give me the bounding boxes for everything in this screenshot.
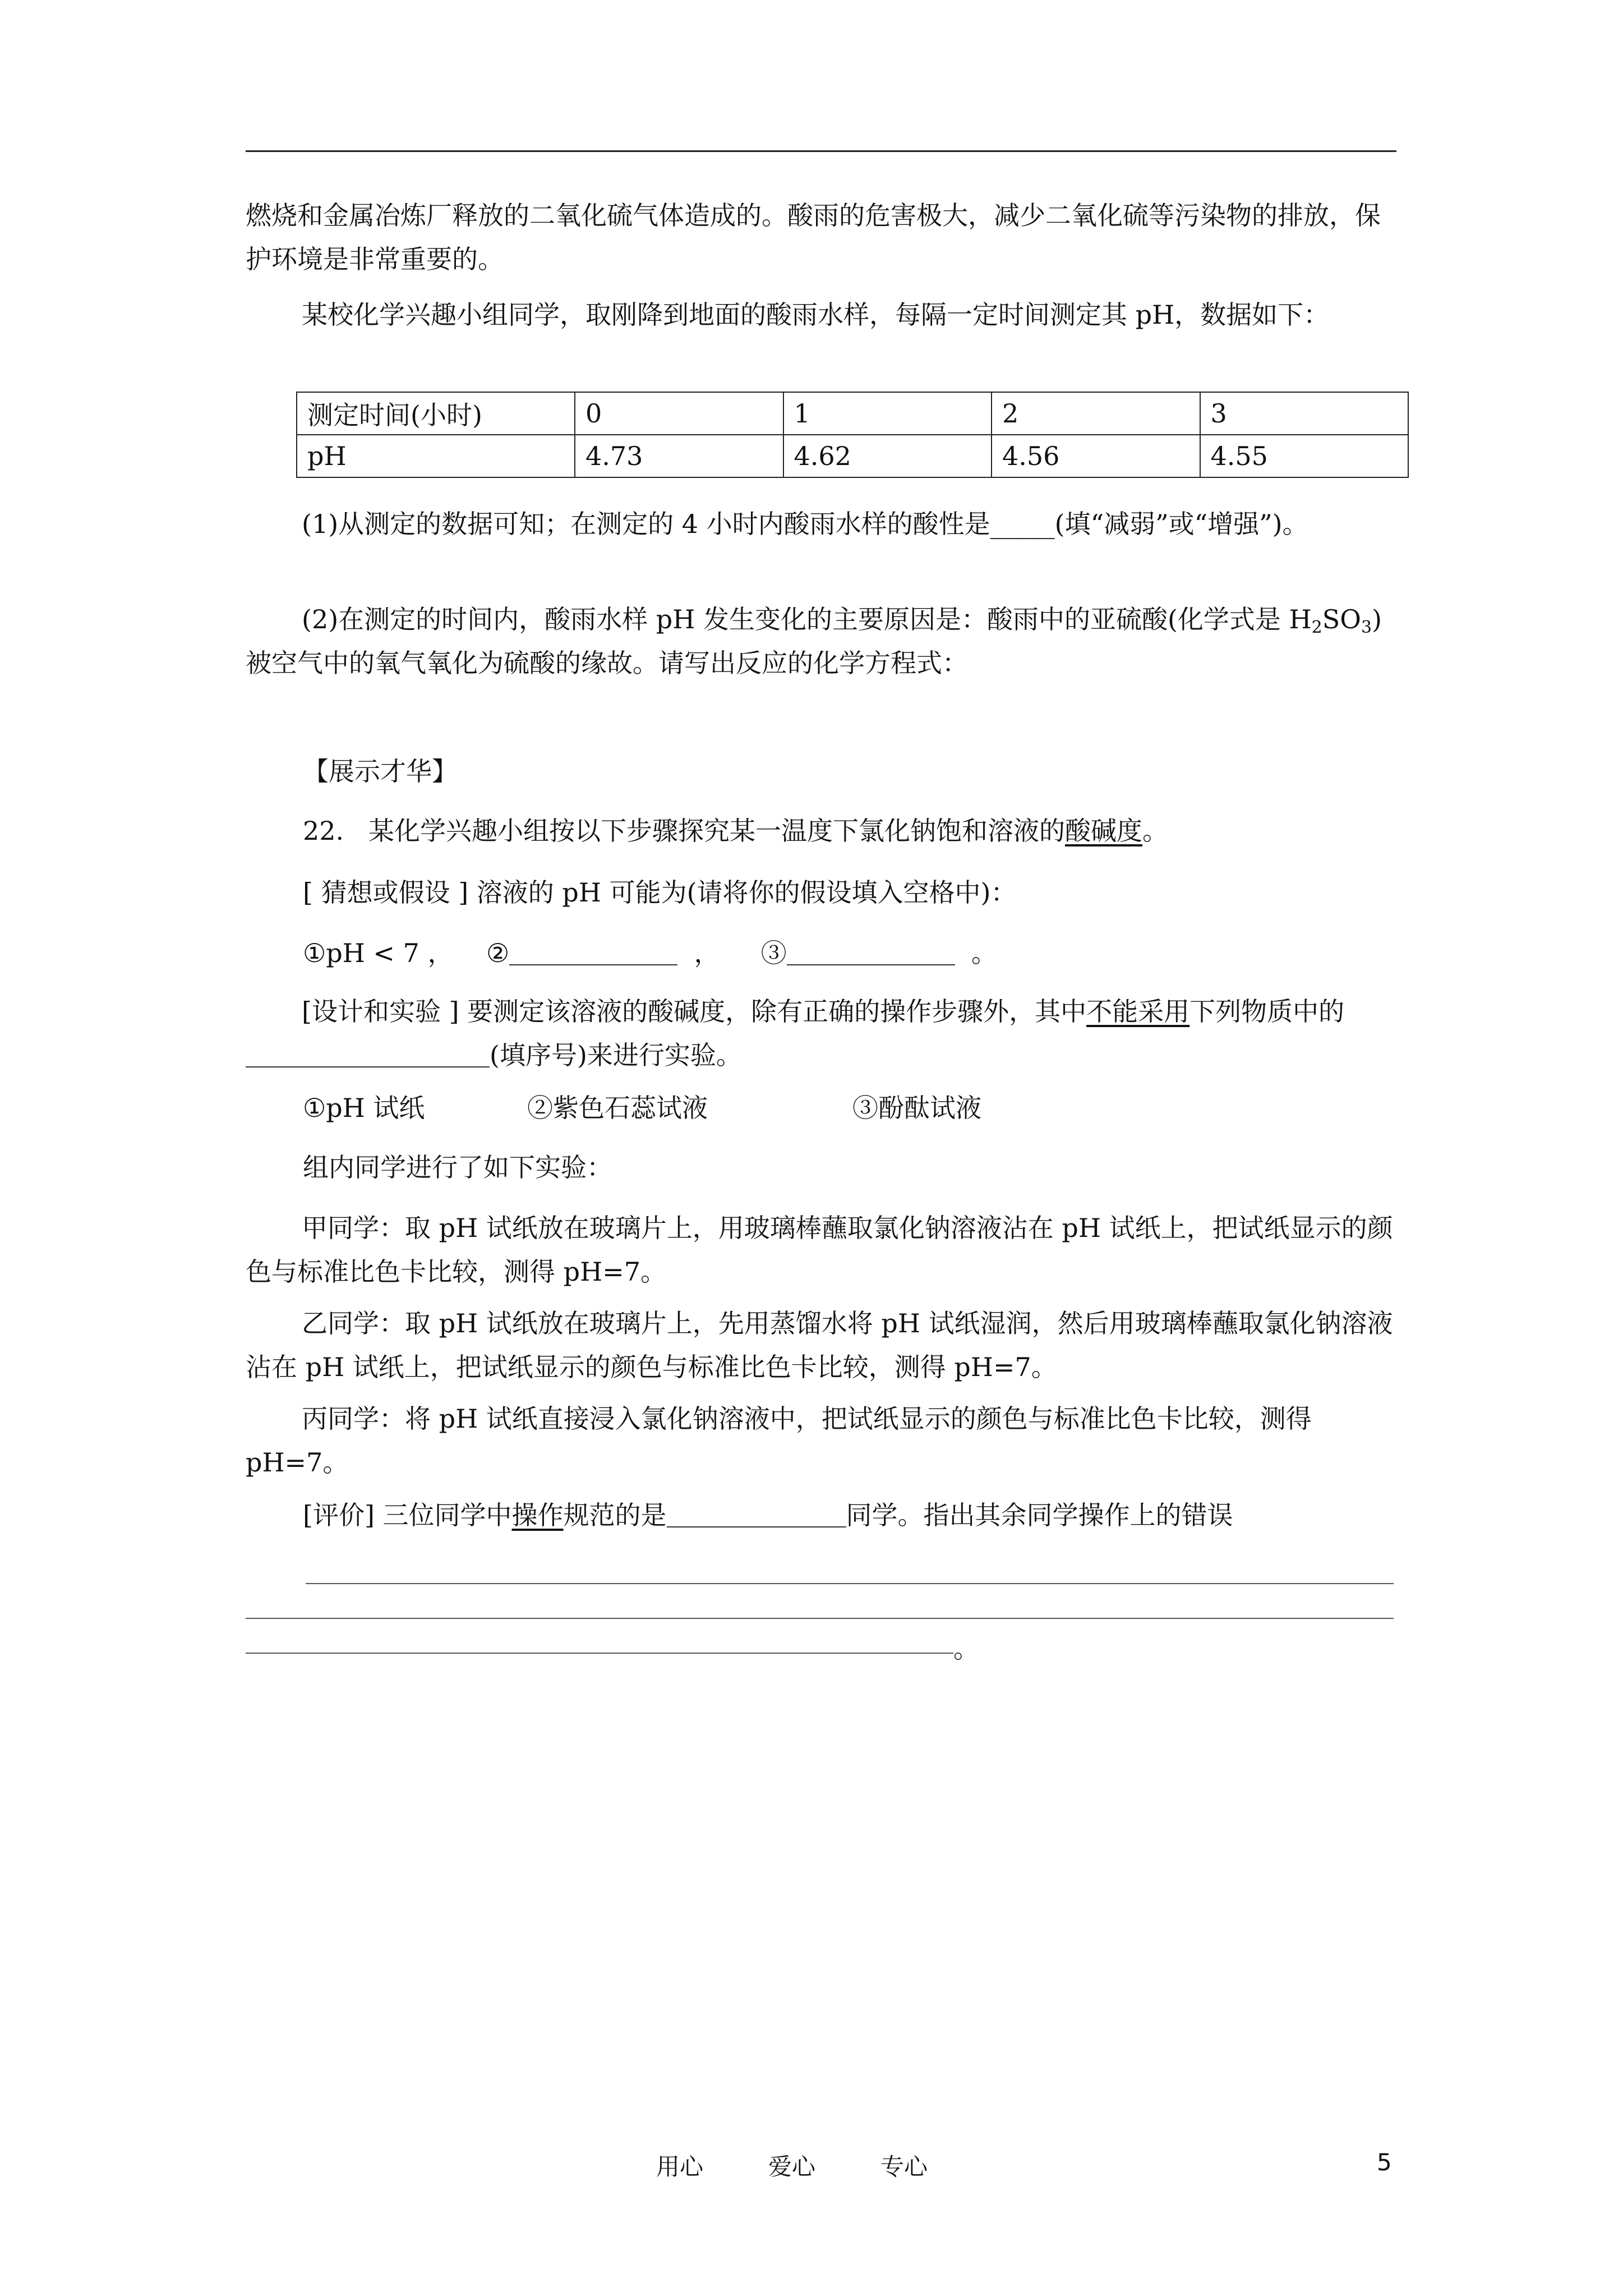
- question-2-text: )被空气中的氧气氧化为硫酸的缘故。请写出反应的化学方程式：: [246, 604, 1382, 678]
- student-yi: 乙同学：取 pH 试纸放在玻璃片上，先用蒸馏水将 pH 试纸湿润，然后用玻璃棒蘸取氯化钠溶液沾在 pH 试纸上，把试纸显示的颜色与标准比色卡比较，测得 pH=7。: [246, 1308, 1393, 1382]
- punctuation: 。: [953, 1634, 979, 1664]
- evaluation-label: [评价]: [303, 1500, 375, 1530]
- header-rule: [246, 150, 1396, 152]
- underlined-term: 操作: [511, 1500, 564, 1530]
- option-litmus: ②紫色石蕊试液: [527, 1093, 708, 1123]
- table-cell: 1: [783, 392, 992, 435]
- hypothesis-option-2: ②: [486, 938, 510, 968]
- table-cell: 4.73: [575, 435, 783, 477]
- paragraph-experiment: 某校化学兴趣小组同学，取刚降到地面的酸雨水样，每隔一定时间测定其 pH，数据如下：: [302, 300, 1330, 330]
- question-1: (1)从测定的数据可知；在测定的 4 小时内酸雨水样的酸性是_____(填“减弱”或“增强”)。: [302, 509, 1308, 539]
- group-intro: 组内同学进行了如下实验：: [303, 1152, 612, 1182]
- table-row: [297, 435, 1408, 477]
- table-cell: 2: [992, 392, 1200, 435]
- answer-line[interactable]: [306, 1583, 1394, 1584]
- question-2-text: (2)在测定的时间内，酸雨水样 pH 发生变化的主要原因是：酸雨中的亚硫酸(化学式是 H: [302, 604, 1312, 634]
- design-paragraph: [246, 990, 1396, 1077]
- answer-blank[interactable]: [667, 1497, 846, 1527]
- student-jia: 甲同学：取 pH 试纸放在玻璃片上，用玻璃棒蘸取氯化钠溶液沾在 pH 试纸上，把试纸显示的颜色与标准比色卡比较，测得 pH=7。: [246, 1213, 1393, 1287]
- evaluation-line: [303, 1493, 1233, 1537]
- underlined-term: 酸碱度: [1065, 816, 1143, 846]
- table-row: [297, 392, 1408, 435]
- punctuation: 。: [971, 938, 997, 968]
- section-title: 【展示才华】: [303, 756, 458, 786]
- question-2-text: SO: [1322, 604, 1361, 634]
- table-cell: 0: [575, 392, 783, 435]
- footer-word: 专心: [880, 2153, 928, 2180]
- ph-data-table: [296, 392, 1409, 478]
- evaluation-text: 三位同学中: [382, 1500, 512, 1530]
- table-cell: pH: [297, 435, 575, 477]
- student-bing: 丙同学：将 pH 试纸直接浸入氯化钠溶液中，把试纸显示的颜色与标准比色卡比较，测得 pH=7。: [246, 1404, 1312, 1478]
- punctuation: 。: [1142, 816, 1169, 846]
- evaluation-text: 规范的是: [563, 1500, 667, 1530]
- answer-line[interactable]: [246, 1618, 1394, 1619]
- table-cell: 4.62: [783, 435, 992, 477]
- question-text: 某化学兴趣小组按以下步骤探究某一温度下氯化钠饱和溶液的: [368, 816, 1066, 846]
- subscript: 2: [1311, 618, 1322, 637]
- footer-word: 爱心: [768, 2153, 816, 2180]
- table-cell: 4.55: [1200, 435, 1409, 477]
- answer-blank[interactable]: [787, 935, 955, 965]
- footer-word: 用心: [656, 2153, 704, 2180]
- table-cell: 测定时间(小时): [297, 392, 575, 435]
- question-22: [303, 809, 1168, 853]
- design-text: (填序号)来进行实验。: [490, 1040, 742, 1070]
- punctuation: ，: [694, 938, 720, 968]
- design-text: 下列物质中的: [1189, 996, 1345, 1027]
- evaluation-text: 同学。指出其余同学操作上的错误: [846, 1500, 1233, 1530]
- option-phenolphthalein: ③酚酞试液: [852, 1093, 981, 1123]
- subscript: 3: [1361, 618, 1372, 637]
- page-number: 5: [1377, 2148, 1392, 2176]
- underlined-term: 不能采用: [1086, 996, 1190, 1027]
- question-number: 22.: [303, 816, 344, 846]
- indicator-options: [303, 1086, 981, 1130]
- hypothesis-options: [303, 931, 997, 975]
- table-cell: 3: [1200, 392, 1409, 435]
- table-cell: 4.56: [992, 435, 1200, 477]
- design-text: 要测定该溶液的酸碱度，除有正确的操作步骤外，其中: [467, 996, 1087, 1027]
- paragraph-intro: 燃烧和金属冶炼厂释放的二氧化硫气体造成的。酸雨的危害极大，减少二氧化硫等污染物的排放，保护环境是非常重要的。: [246, 200, 1381, 274]
- hypothesis-text: 溶液的 pH 可能为(请将你的假设填入空格中)：: [476, 877, 1017, 908]
- answer-line[interactable]: [246, 1653, 953, 1654]
- option-ph-paper: ①pH 试纸: [303, 1093, 425, 1123]
- answer-blank[interactable]: [246, 1037, 490, 1068]
- hypothesis-label: [ 猜想或假设 ]: [303, 877, 469, 908]
- hypothesis-line: [303, 871, 1016, 914]
- hypothesis-option-1: ①pH < 7 ，: [303, 938, 454, 968]
- design-label: [设计和实验 ]: [302, 996, 459, 1027]
- hypothesis-option-3: ③: [760, 938, 787, 968]
- question-2: [246, 597, 1396, 685]
- answer-blank[interactable]: [509, 935, 677, 965]
